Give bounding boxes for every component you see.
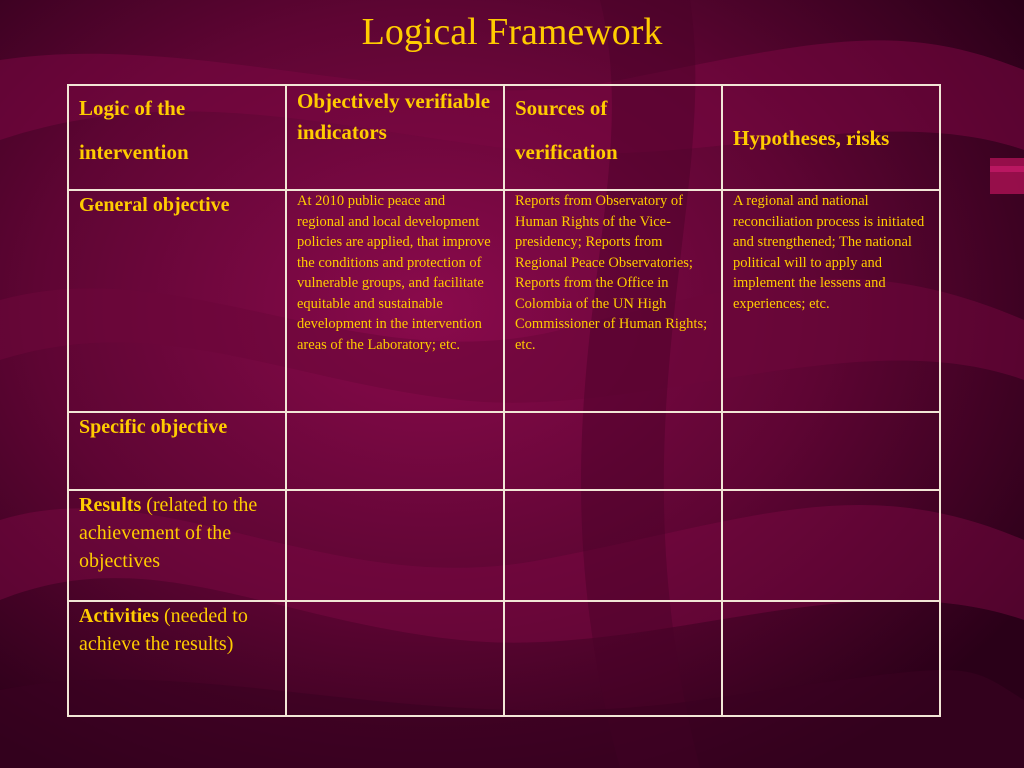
cell-general-hypotheses: A regional and national reconciliation process is initiated and strengthened; The national political will to apply and implement the lessens and experiences; etc.	[722, 190, 940, 412]
row-label-activities	[68, 601, 286, 716]
header-logic-of-intervention: Logic of the intervention	[68, 85, 286, 190]
cell-specific-hypotheses	[722, 412, 940, 490]
row-label-specific-objective	[68, 412, 286, 490]
table-row-activities	[68, 601, 940, 716]
table-row-general-objective	[68, 190, 940, 412]
row-label-text: General objective	[79, 194, 230, 216]
table-row-results	[68, 490, 940, 601]
table-header-row	[68, 85, 940, 190]
cell-activities-sources	[504, 601, 722, 716]
header-verifiable-indicators: Objectively verifiable indicators	[286, 85, 504, 190]
row-label-note: (needed to achieve the results)	[79, 605, 248, 655]
row-label-note: (related to the achievement of the objectives	[79, 494, 258, 572]
cell-activities-indicators	[286, 601, 504, 716]
cell-results-hypotheses	[722, 490, 940, 601]
cell-general-indicators: At 2010 public peace and regional and local development policies are applied, that improve the conditions and protection of vulnerable groups, and facilitate equitable and sustainable development in the intervention areas of the Laboratory; etc.	[286, 190, 504, 412]
row-label-text: Results	[79, 494, 142, 516]
row-label-text: Activities	[79, 605, 159, 627]
logical-framework-table	[67, 84, 941, 717]
cell-specific-indicators	[286, 412, 504, 490]
header-sources-of-verification: Sources of verification	[504, 85, 722, 190]
cell-specific-sources	[504, 412, 722, 490]
cell-results-sources	[504, 490, 722, 601]
cell-results-indicators	[286, 490, 504, 601]
cell-activities-hypotheses	[722, 601, 940, 716]
cell-general-sources: Reports from Observatory of Human Rights of the Vice-presidency; Reports from Regional Peace Observatories; Reports from the Office in Colombia of the UN High Commissioner of Human Rights; etc.	[504, 190, 722, 412]
table-row-specific-objective	[68, 412, 940, 490]
header-hypotheses-risks: Hypotheses, risks	[722, 85, 940, 190]
row-label-text: Specific objective	[79, 416, 228, 438]
slide-title: Logical Framework	[361, 11, 663, 53]
row-label-results	[68, 490, 286, 601]
row-label-general-objective	[68, 190, 286, 412]
